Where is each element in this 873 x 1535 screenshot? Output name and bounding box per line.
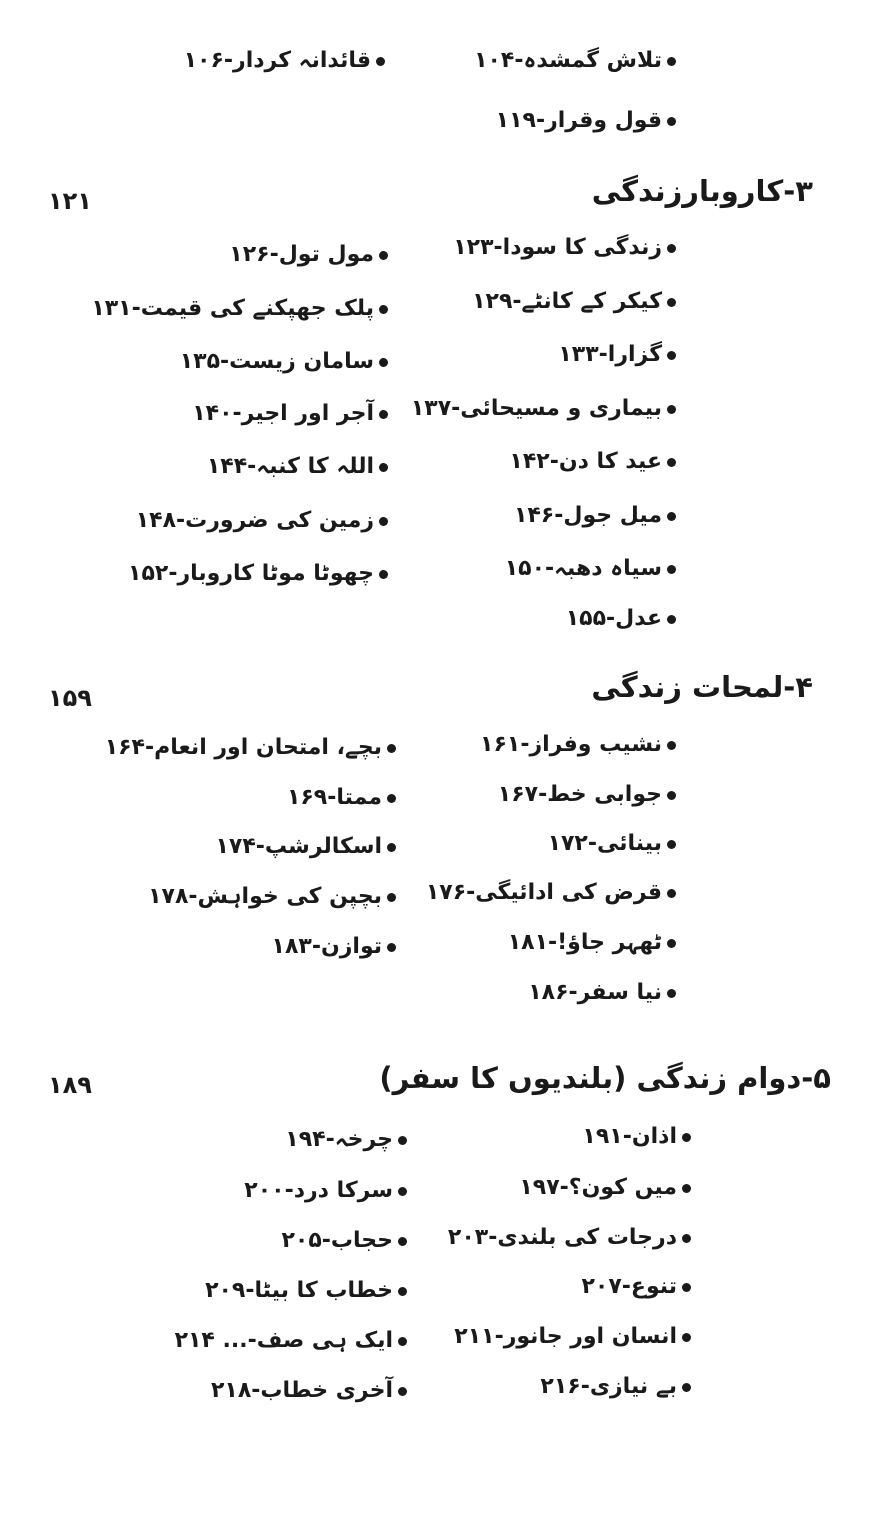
bullet-icon xyxy=(667,458,676,467)
list-item: توازن-۱۸۳ xyxy=(272,932,396,962)
bullet-icon xyxy=(398,1136,407,1145)
list-item: آخری خطاب-۲۱۸ xyxy=(211,1376,407,1406)
bullet-icon xyxy=(387,843,396,852)
list-item: بینائی-۱۷۲ xyxy=(548,829,676,859)
bullet-icon xyxy=(667,840,676,849)
bullet-icon xyxy=(398,1237,407,1246)
bullet-icon xyxy=(667,615,676,624)
section-title: ۵-دوام زندگی (بلندیوں کا سفر) xyxy=(379,1061,831,1095)
list-item: زندگی کا سودا-۱۲۳ xyxy=(453,233,676,263)
section-page-number: ۱۸۹ xyxy=(48,1071,92,1099)
bullet-icon xyxy=(387,893,396,902)
list-item: سرکا درد-۲۰۰ xyxy=(244,1176,407,1206)
bullet-icon xyxy=(667,405,676,414)
list-item: چرخہ-۱۹۴ xyxy=(285,1125,407,1155)
list-item: قول وقرار-۱۱۹ xyxy=(496,106,676,136)
bullet-icon xyxy=(379,570,388,579)
list-item: جوابی خط-۱۶۷ xyxy=(498,780,676,810)
list-item: قائدانہ کردار-۱۰۶ xyxy=(184,46,385,76)
list-item: اللہ کا کنبہ-۱۴۴ xyxy=(207,452,388,482)
section-page-number: ۱۵۹ xyxy=(48,684,92,712)
list-item: درجات کی بلندی-۲۰۳ xyxy=(448,1223,691,1253)
list-item: گزارا-۱۳۳ xyxy=(558,340,676,370)
list-item: ایک ہی صف-... ۲۱۴ xyxy=(175,1326,407,1356)
list-item: تلاش گمشدہ-۱۰۴ xyxy=(474,46,676,76)
list-item: پلک جھپکنے کی قیمت-۱۳۱ xyxy=(91,294,388,324)
bullet-icon xyxy=(667,741,676,750)
bullet-icon xyxy=(667,565,676,574)
bullet-icon xyxy=(398,1387,407,1396)
list-item: اذان-۱۹۱ xyxy=(582,1122,691,1152)
list-item: زمین کی ضرورت-۱۴۸ xyxy=(136,506,388,536)
bullet-icon xyxy=(379,251,388,260)
bullet-icon xyxy=(667,244,676,253)
list-item: بچپن کی خواہش-۱۷۸ xyxy=(148,882,396,912)
list-item: آجر اور اجیر-۱۴۰ xyxy=(192,399,388,429)
bullet-icon xyxy=(682,1133,691,1142)
list-item: میل جول-۱۴۶ xyxy=(514,501,676,531)
bullet-icon xyxy=(379,463,388,472)
bullet-icon xyxy=(398,1287,407,1296)
bullet-icon xyxy=(667,989,676,998)
list-item: انسان اور جانور-۲۱۱ xyxy=(454,1322,691,1352)
bullet-icon xyxy=(682,1283,691,1292)
bullet-icon xyxy=(379,358,388,367)
bullet-icon xyxy=(667,117,676,126)
bullet-icon xyxy=(379,410,388,419)
list-item: اسکالرشپ-۱۷۴ xyxy=(215,832,396,862)
list-item: کیکر کے کانٹے-۱۲۹ xyxy=(472,287,676,317)
bullet-icon xyxy=(398,1337,407,1346)
list-item: ٹھہر جاؤ!-۱۸۱ xyxy=(508,928,676,958)
section-page-number: ۱۲۱ xyxy=(48,187,92,215)
list-item: سامان زیست-۱۳۵ xyxy=(180,347,388,377)
bullet-icon xyxy=(387,744,396,753)
list-item: بے نیازی-۲۱۶ xyxy=(540,1372,691,1402)
list-item: مول تول-۱۲۶ xyxy=(229,240,388,270)
bullet-icon xyxy=(376,57,385,66)
list-item: چھوٹا موٹا کاروبار-۱۵۲ xyxy=(128,559,388,589)
list-item: میں کون؟-۱۹۷ xyxy=(519,1173,691,1203)
bullet-icon xyxy=(667,512,676,521)
bullet-icon xyxy=(398,1187,407,1196)
section-title: ۴-لمحات زندگی xyxy=(591,670,813,704)
list-item: ممتا-۱۶۹ xyxy=(287,783,396,813)
list-item: سیاہ دھبہ-۱۵۰ xyxy=(505,554,676,584)
bullet-icon xyxy=(682,1184,691,1193)
list-item: حجاب-۲۰۵ xyxy=(281,1226,407,1256)
bullet-icon xyxy=(667,351,676,360)
bullet-icon xyxy=(379,517,388,526)
list-item: عید کا دن-۱۴۲ xyxy=(509,447,676,477)
list-item: بچے، امتحان اور انعام-۱۶۴ xyxy=(105,733,396,763)
bullet-icon xyxy=(682,1333,691,1342)
bullet-icon xyxy=(682,1383,691,1392)
bullet-icon xyxy=(379,305,388,314)
bullet-icon xyxy=(667,939,676,948)
bullet-icon xyxy=(667,889,676,898)
bullet-icon xyxy=(387,943,396,952)
bullet-icon xyxy=(667,298,676,307)
bullet-icon xyxy=(387,794,396,803)
section-title: ۳-کاروبارزندگی xyxy=(591,174,813,208)
bullet-icon xyxy=(682,1234,691,1243)
list-item: عدل-۱۵۵ xyxy=(566,604,676,634)
list-item: خطاب کا بیٹا-۲۰۹ xyxy=(205,1276,407,1306)
list-item: بیماری و مسیحائی-۱۳۷ xyxy=(411,394,676,424)
bullet-icon xyxy=(667,57,676,66)
bullet-icon xyxy=(667,791,676,800)
list-item: تنوع-۲۰۷ xyxy=(582,1272,692,1302)
list-item: نیا سفر-۱۸۶ xyxy=(528,978,676,1008)
list-item: قرض کی ادائیگی-۱۷۶ xyxy=(426,878,676,908)
list-item: نشیب وفراز-۱۶۱ xyxy=(480,730,676,760)
